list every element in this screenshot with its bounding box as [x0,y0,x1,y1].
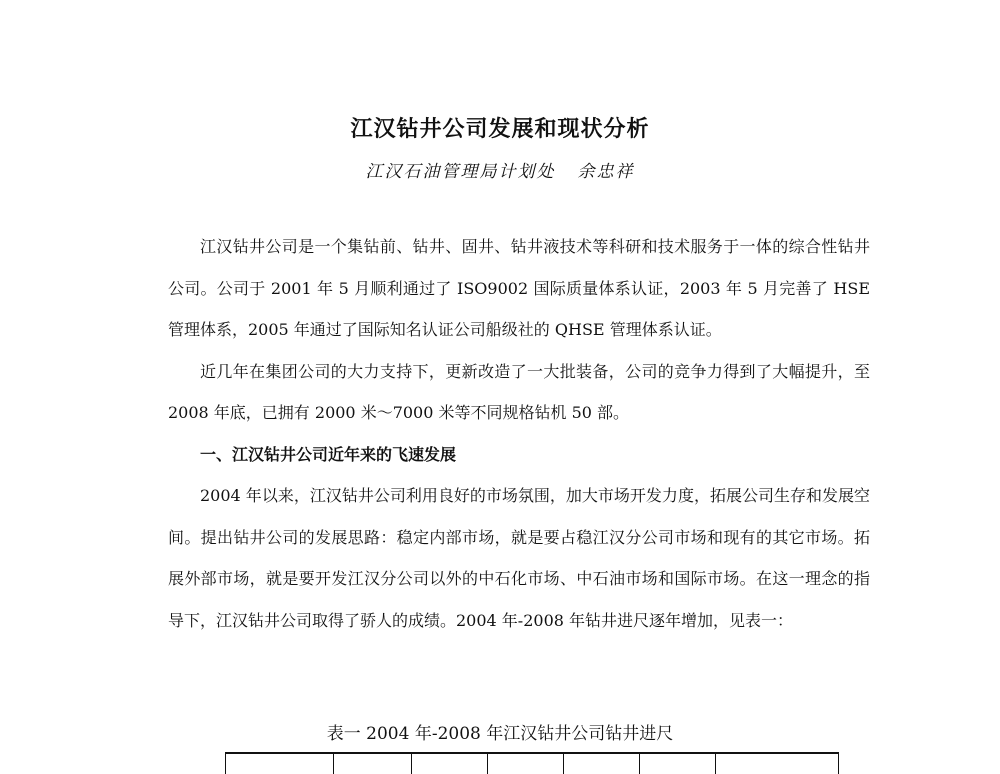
author-organization: 江汉石油管理局计划处 [365,162,556,182]
table-column-line [838,754,839,774]
author-name: 余忠祥 [577,162,635,182]
table-caption: 表一 2004 年-2008 年江汉钻井公司钻井进尺 [326,724,674,744]
table-column-line [225,754,226,774]
table-column-line [411,754,412,774]
author-line [0,157,1000,182]
table-top-border [225,752,839,774]
paper-title: 江汉钻井公司发展和现状分析 [350,117,650,142]
paragraph-equipment: 近几年在集团公司的大力支持下，更新改造了一大批装备，公司的竞争力得到了大幅提升，至 2008 年底，已拥有 2000 米～7000 米等不同规格钻机 50 部。 [168,361,870,422]
table-column-line [563,754,564,774]
paragraph-intro: 江汉钻井公司是一个集钻前、钻井、固井、钻井液技术等科研和技术服务于一体的综合性钻井公司。公司于 2001 年 5 月顺利通过了 ISO9002 国际质量体系认证，2003 年 5 月完善了 HSE 管理体系，2005 年通过了国际知名认证公司船级社的 QHSE 管理体系认证。 [168,237,870,339]
table-column-line [639,754,640,774]
section-heading: 一、江汉钻井公司近年来的飞速发展 [200,444,457,464]
paragraph-development: 2004 年以来，江汉钻井公司利用良好的市场氛围，加大市场开发力度，拓展公司生存和发展空间。提出钻井公司的发展思路：稳定内部市场，就是要占稳江汉分公司市场和现有的其它市场。拓展外部市场，就是要开发江汉分公司以外的中石化市场、中石油市场和国际市场。在这一理念的指导下，江汉钻井公司取得了骄人的成绩。2004 年-2008 年钻井进尺逐年增加，见表一： [168,486,870,630]
table-column-line [487,754,488,774]
table-column-line [333,754,334,774]
table-column-line [715,754,716,774]
body-text [168,226,870,641]
